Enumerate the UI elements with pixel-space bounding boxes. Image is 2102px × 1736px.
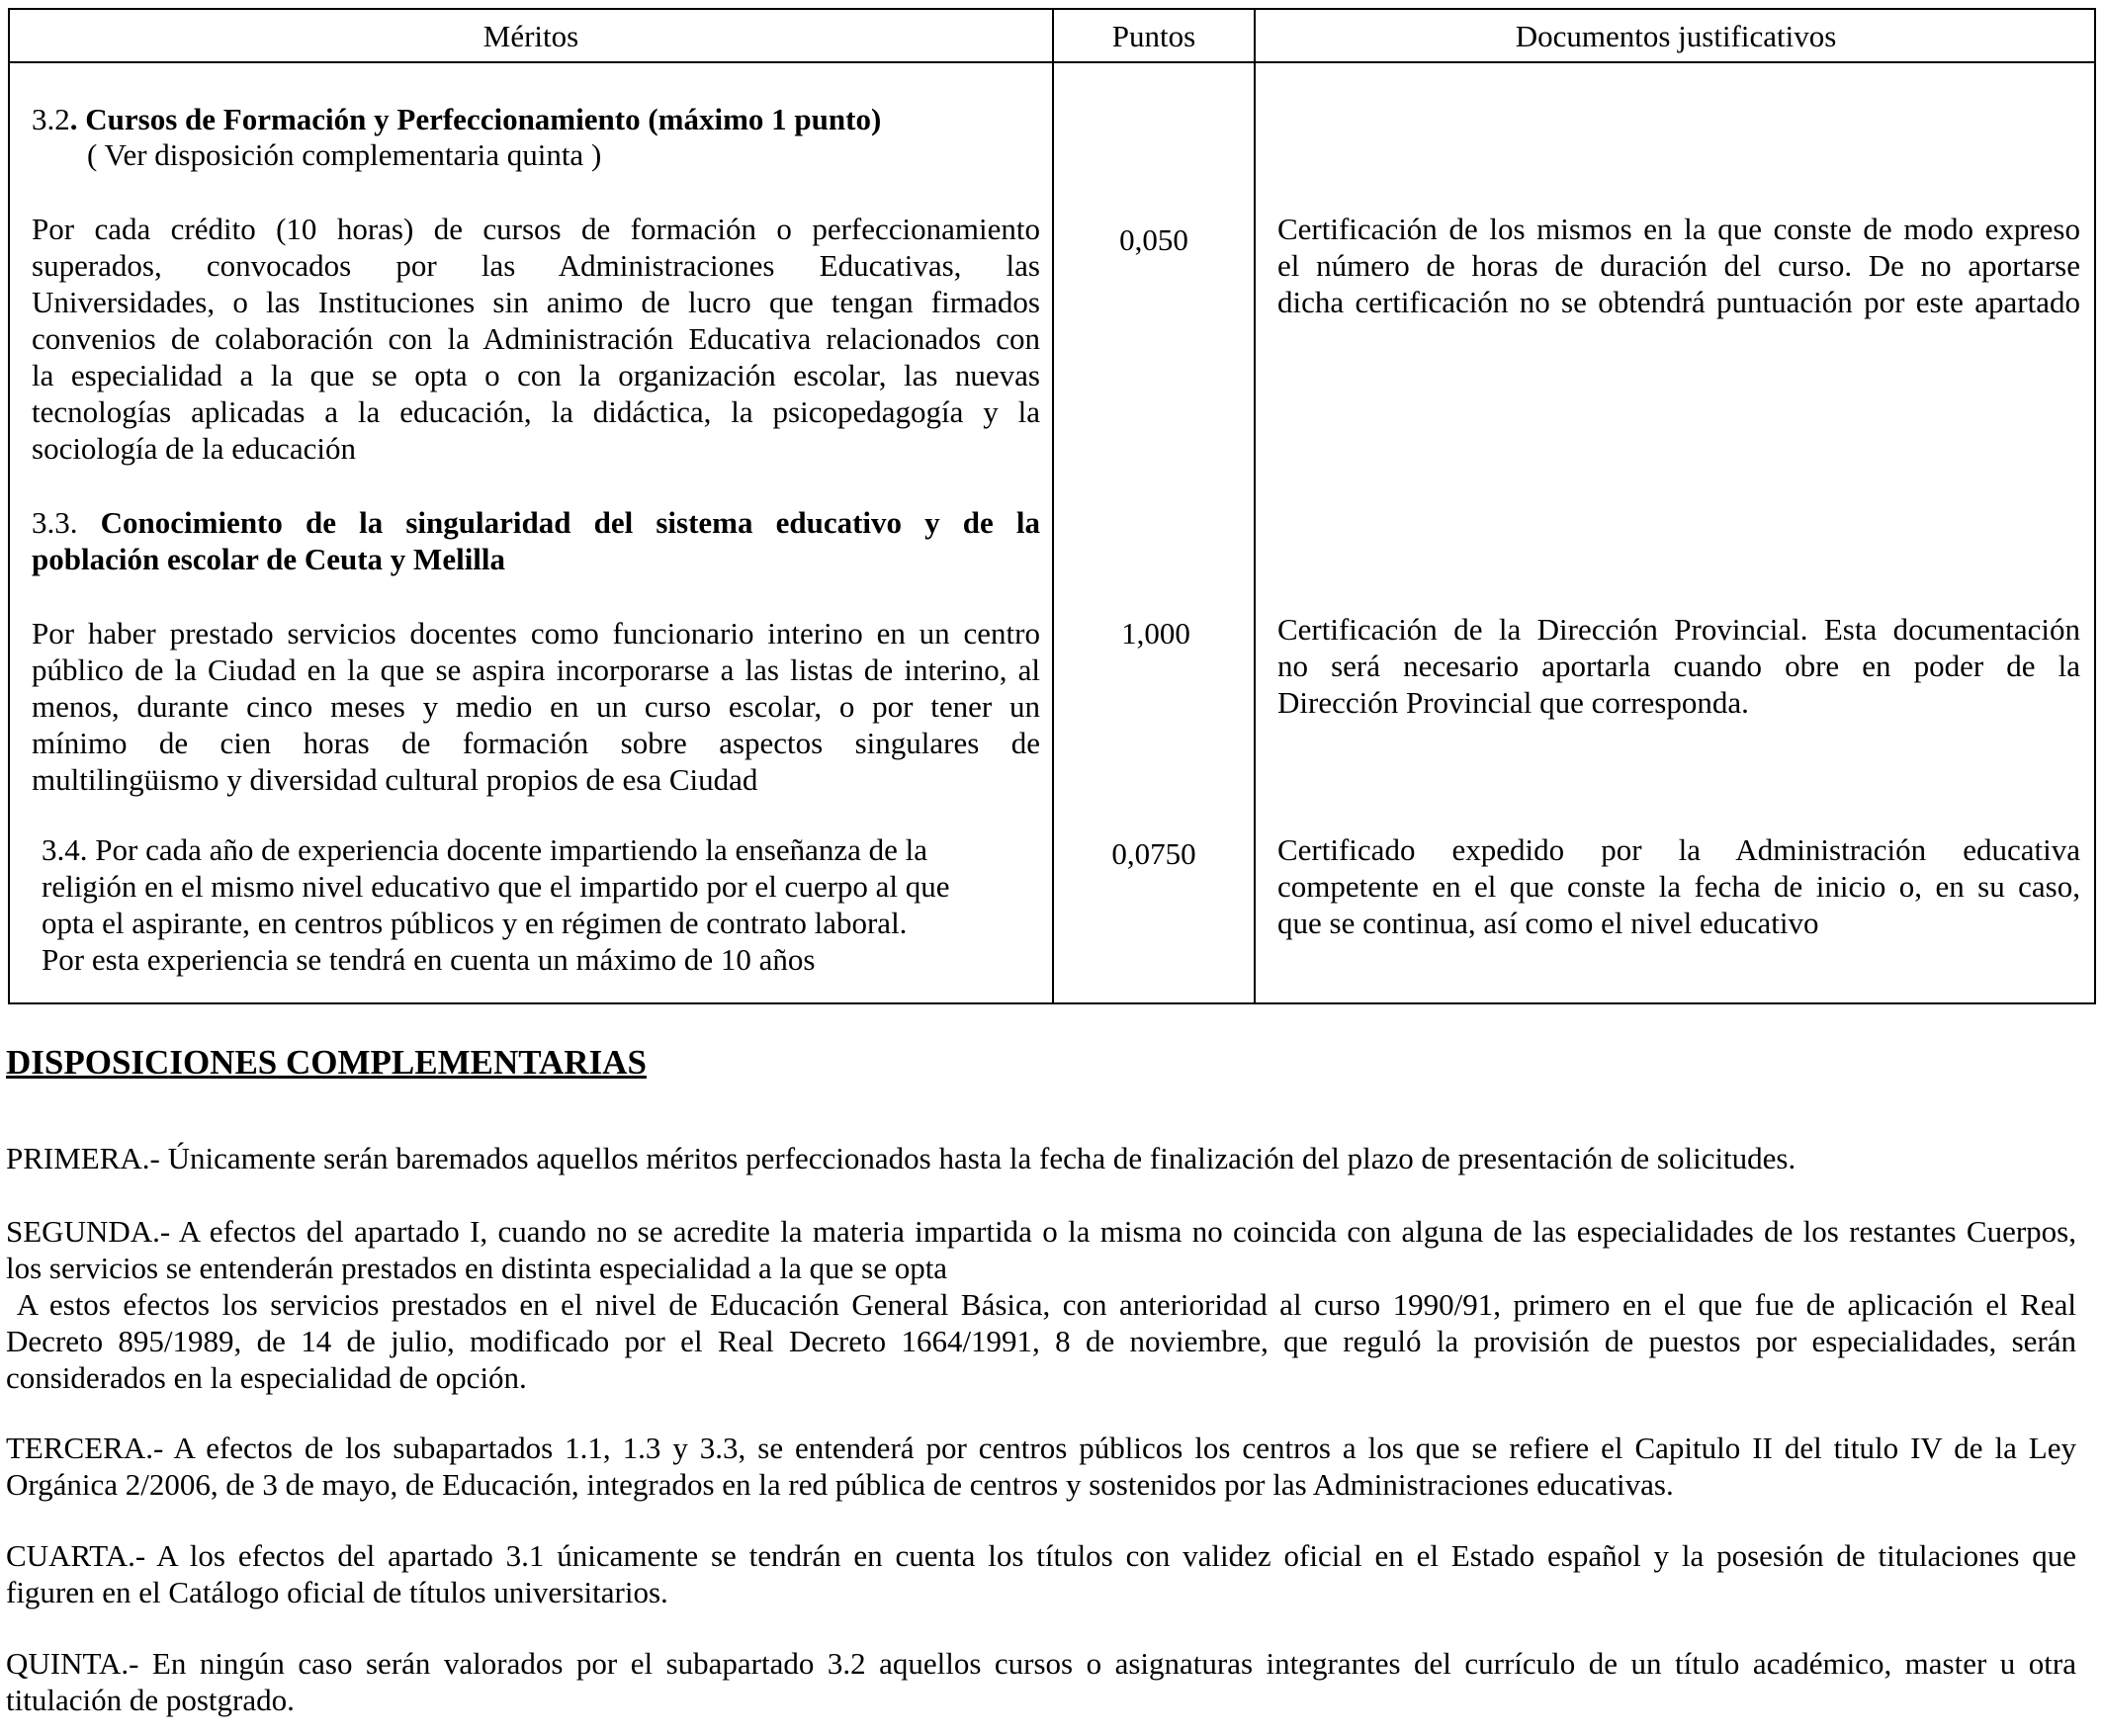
- text-line: figuren en el Catálogo oficial de títulos universitarios.: [6, 1575, 668, 1609]
- section-3-2-points: 0,050: [1119, 222, 1188, 257]
- section-3-3-documents: [1277, 611, 2080, 721]
- text-line: sociología de la educación: [32, 431, 356, 466]
- text-line: Certificación de los mismos en la que conste de modo expreso: [1277, 212, 2080, 246]
- header-meritos: Méritos: [482, 19, 579, 53]
- text-line: la especialidad a la que se opta o con la organización escolar, las nuevas: [32, 358, 1040, 392]
- text-line: Certificado expedido por la Administración educativa: [1277, 832, 2080, 867]
- text-line: SEGUNDA.- A efectos del apartado I, cuando no se acredite la materia impartida o la misma no coincida con alguna de las especialidades de los restantes Cuerpos,: [6, 1214, 2076, 1249]
- section-title: . Cursos de Formación y Perfeccionamiento (máximo 1 punto): [69, 102, 882, 136]
- section-3-4-documents: [1277, 831, 2080, 941]
- column-divider: [1254, 10, 1256, 1002]
- text-line: opta el aspirante, en centros públicos y en régimen de contrato laboral.: [42, 906, 908, 940]
- section-3-3-heading: [32, 504, 1040, 577]
- text-line: Decreto 895/1989, de 14 de julio, modificado por el Real Decreto 1664/1991, 8 de noviembre, que reguló la provisión de puestos por especialidades, serán: [6, 1324, 2076, 1358]
- text-line: dicha certificación no se obtendrá puntuación por este apartado: [1277, 285, 2080, 319]
- header-puntos: Puntos: [1111, 19, 1196, 53]
- text-line: que se continua, así como el nivel educativo: [1277, 906, 1819, 940]
- section-3-2-heading: [32, 101, 1040, 137]
- text-line: Por cada crédito (10 horas) de cursos de formación o perfeccionamiento: [32, 212, 1040, 246]
- text-line: convenios de colaboración con la Administración Educativa relacionados con: [32, 321, 1040, 356]
- section-number: 3.2: [32, 102, 70, 136]
- disposicion-quinta: [6, 1645, 2076, 1718]
- section-3-2-description: [32, 211, 1040, 467]
- text-line: titulación de postgrado.: [6, 1683, 295, 1717]
- section-3-3-points: 1,000: [1121, 616, 1190, 651]
- text-line: QUINTA.- En ningún caso serán valorados por el subapartado 3.2 aquellos cursos o asignaturas integrantes del currículo de un título académico, master u otra: [6, 1646, 2076, 1681]
- text-line: PRIMERA.- Únicamente serán baremados aquellos méritos perfeccionados hasta la fecha de finalización del plazo de presentación de solicitudes.: [6, 1141, 1796, 1175]
- text-line: público de la Ciudad en la que se aspira incorporarse a las listas de interino, al: [32, 652, 1040, 687]
- section-number: 3.3.: [32, 505, 78, 540]
- section-3-2-documents: [1277, 211, 2080, 320]
- text-line: Orgánica 2/2006, de 3 de mayo, de Educación, integrados en la red pública de centros y sostenidos por las Administraciones educativas.: [6, 1467, 1674, 1502]
- text-line: tecnologías aplicadas a la educación, la didáctica, la psicopedagogía y la: [32, 394, 1040, 429]
- heading-line: población escolar de Ceuta y Melilla: [32, 542, 506, 576]
- section-3-4-points: 0,0750: [1111, 836, 1196, 871]
- text-line: menos, durante cinco meses y medio en un curso escolar, o por tener un: [32, 689, 1040, 724]
- text-line: A estos efectos los servicios prestados en el nivel de Educación General Básica, con anterioridad al curso 1990/91, primero en el que fue de aplicación el Real: [6, 1287, 2076, 1322]
- text-line: Certificación de la Dirección Provincial. Esta documentación: [1277, 612, 2080, 647]
- text-line: Por esta experiencia se tendrá en cuenta un máximo de 10 años: [42, 942, 816, 977]
- section-3-2-subtitle: ( Ver disposición complementaria quinta ): [87, 137, 602, 172]
- disposiciones-title: DISPOSICIONES COMPLEMENTARIAS: [6, 1043, 647, 1082]
- text-line: no será necesario aportarla cuando obre en poder de la: [1277, 649, 2080, 683]
- header-documentos: Documentos justificativos: [1515, 19, 1837, 53]
- text-line: el número de horas de duración del curso. De no aportarse: [1277, 248, 2080, 283]
- disposicion-cuarta: [6, 1537, 2076, 1610]
- text-line: 3.4. Por cada año de experiencia docente impartiendo la enseñanza de la: [42, 832, 928, 867]
- text-line: considerados en la especialidad de opción.: [6, 1360, 527, 1395]
- text-line: competente en el que conste la fecha de inicio o, en su caso,: [1277, 869, 2080, 904]
- text-line: Universidades, o las Instituciones sin animo de lucro que tengan firmados: [32, 285, 1040, 319]
- section-3-3-description: [32, 615, 1040, 798]
- text-line: mínimo de cien horas de formación sobre aspectos singulares de: [32, 726, 1040, 760]
- disposicion-primera: [6, 1140, 2076, 1176]
- text-line: multilingüismo y diversidad cultural propios de esa Ciudad: [32, 762, 758, 797]
- text-line: CUARTA.- A los efectos del apartado 3.1 únicamente se tendrán en cuenta los títulos con validez oficial en el Estado español y la posesión de titulaciones que: [6, 1538, 2076, 1573]
- disposicion-tercera: [6, 1430, 2076, 1503]
- text-line: religión en el mismo nivel educativo que el impartido por el cuerpo al que: [42, 869, 950, 904]
- disposicion-segunda: [6, 1213, 2076, 1396]
- text-line: los servicios se entenderán prestados en distinta especialidad a la que se opta: [6, 1251, 948, 1285]
- text-line: Por haber prestado servicios docentes como funcionario interino en un centro: [32, 616, 1040, 651]
- text-line: Dirección Provincial que corresponda.: [1277, 685, 1749, 720]
- section-3-4-description: [42, 831, 1010, 978]
- text-line: TERCERA.- A efectos de los subapartados 1.1, 1.3 y 3.3, se entenderá por centros públicos los centros a los que se refiere el Capitulo II del titulo IV de la Ley: [6, 1431, 2076, 1465]
- merits-table: [8, 8, 2096, 1004]
- section-title: Conocimiento de la singularidad del sistema educativo y de la: [100, 505, 1040, 540]
- heading-line: [32, 504, 1040, 541]
- text-line: superados, convocados por las Administraciones Educativas, las: [32, 248, 1040, 283]
